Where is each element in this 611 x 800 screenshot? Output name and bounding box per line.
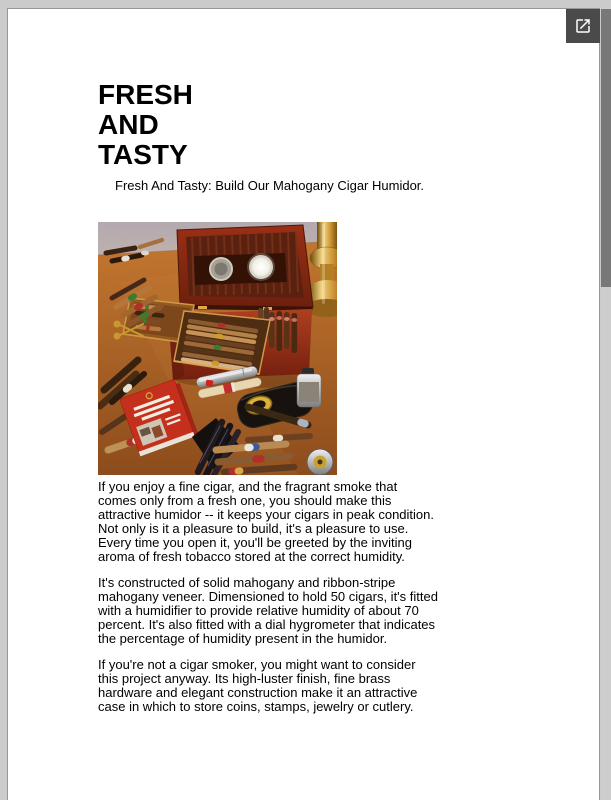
humidor-photo-illustration (98, 222, 337, 475)
open-in-new-button[interactable] (566, 9, 600, 43)
paragraph-1: If you enjoy a fine cigar, and the fragrant smoke that comes only from a fresh one, you should make this attractive humidor -- it keeps your cigars in peak condition. Not only is it a pleasure to build, it's a pleasure to use. Every time you open it, you'll be greeted by the inviting aroma of fresh tobacco stored at the correct humidity. (98, 479, 434, 564)
document-page (7, 8, 600, 800)
humidor-lid (177, 225, 313, 307)
paragraph-3: If you're not a cigar smoker, you might want to consider this project anyway. Its high-luster finish, fine brass hardware and elegant construction make it an attractive case in which to store coins, stamps, jewelry or cutlery. (98, 657, 418, 714)
scrollbar-thumb[interactable] (601, 9, 611, 287)
title-line-3: TASTY (98, 139, 188, 170)
table-lighter (297, 368, 321, 407)
paragraph-2: It's constructed of solid mahogany and ribbon-stripe mahogany veneer. Dimensioned to hold 50 cigars, it's fitted with a humidifier to provide relative humidity of about 70 percent. It's also fitted with a dial hygrometer that indicates the percentage of humidity present in the humidor. (98, 575, 438, 646)
humidifier (210, 258, 232, 280)
page-title (98, 80, 193, 170)
page-subtitle: Fresh And Tasty: Build Our Mahogany Cigar Humidor. (115, 178, 425, 193)
scrollbar-track[interactable] (601, 8, 611, 800)
cigar-cutter (307, 449, 333, 475)
article-body (98, 480, 439, 726)
humidor-photo (98, 222, 337, 475)
hygrometer (247, 253, 275, 281)
open-in-new-icon (574, 17, 592, 35)
title-line-1: FRESH (98, 79, 193, 110)
title-line-2: AND (98, 109, 159, 140)
